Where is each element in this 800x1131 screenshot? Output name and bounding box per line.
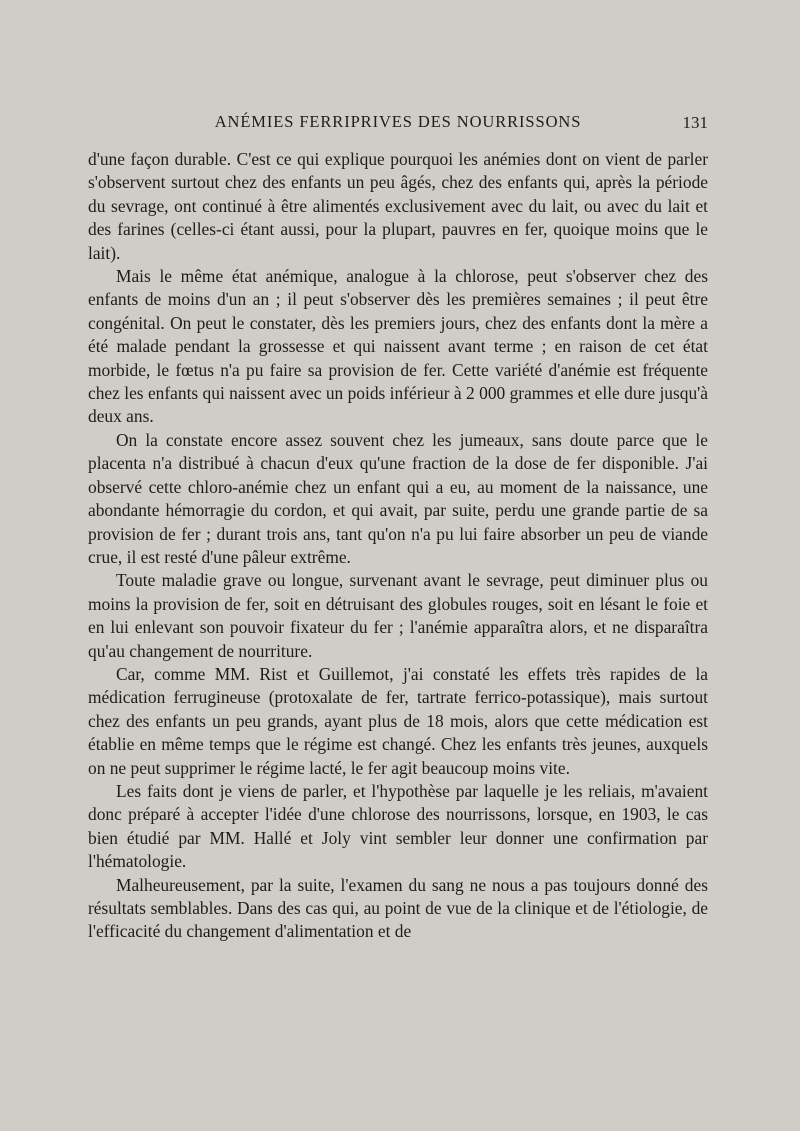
body-text (88, 148, 708, 944)
paragraph: Toute maladie grave ou longue, survenant avant le sevrage, peut diminuer plus ou moins la provision de fer, soit en détruisant des globules rouges, soit en lésant le foie et en lui enlevant son pouvoir fixateur du fer ; l'anémie apparaîtra alors, et ne disparaîtra qu'au changement de nourriture. (88, 570, 708, 661)
paragraph: On la constate encore assez souvent chez les jumeaux, sans doute parce que le placenta n'a distribué à chacun d'eux qu'une fraction de la dose de fer disponible. J'ai observé cette chloro-anémie chez un enfant qui a eu, au moment de la naissance, une abondante hémorragie du cordon, et qui avait, par suite, perdu une grande partie de sa provision de fer ; durant trois ans, tant qu'on n'a pu lui faire absorber un peu de viande crue, il est resté d'une pâleur extrême. (88, 429, 708, 567)
paragraph: Malheureusement, par la suite, l'examen du sang ne nous a pas toujours donné des résultats semblables. Dans des cas qui, au point de vue de la clinique et de l'étiologie, de l'efficacité du changement d'alimentation et de (88, 874, 708, 942)
running-title: ANÉMIES FERRIPRIVES DES NOURRISSONS (214, 112, 582, 131)
page-number: 131 (682, 113, 708, 132)
page-header (88, 112, 708, 138)
paragraph-continuation: d'une façon durable. C'est ce qui explique pourquoi les anémies dont on vient de parler s'observent surtout chez des enfants un peu âgés, chez des enfants qui, après la période du sevrage, ont continué à être alimentés exclusivement avec du lait, ou avec du lait et des farines (celles-ci étant aussi, pour la plupart, pauvres en fer, quoique moins que le lait). (88, 149, 708, 263)
paragraph: Mais le même état anémique, analogue à la chlorose, peut s'observer chez des enfants de moins d'un an ; il peut s'observer dès les premières semaines ; il peut être congénital. On peut le constater, dès les premiers jours, chez des enfants dont la mère a été malade pendant la grossesse et qui naissent avant terme ; en raison de cet état morbide, le fœtus n'a pu faire sa provision de fer. Cette variété d'anémie est fréquente chez les enfants qui naissent avec un poids inférieur à 2 000 grammes et elle dure jusqu'à deux ans. (88, 266, 708, 427)
paragraph: Les faits dont je viens de parler, et l'hypothèse par laquelle je les reliais, m'avaient donc préparé à accepter l'idée d'une chlorose des nourrissons, lorsque, en 1903, le cas bien étudié par MM. Hallé et Joly vint sembler leur donner une confirmation par l'hématologie. (88, 780, 708, 872)
paragraph: Car, comme MM. Rist et Guillemot, j'ai constaté les effets très rapides de la médication ferrugineuse (protoxalate de fer, tartrate ferrico-potassique), mais surtout chez des enfants un peu grands, ayant plus de 18 mois, alors que cette médication est établie en même temps que le régime est changé. Chez les enfants très jeunes, auxquels on ne peut supprimer le régime lacté, le fer agit beaucoup moins vite. (88, 663, 708, 778)
